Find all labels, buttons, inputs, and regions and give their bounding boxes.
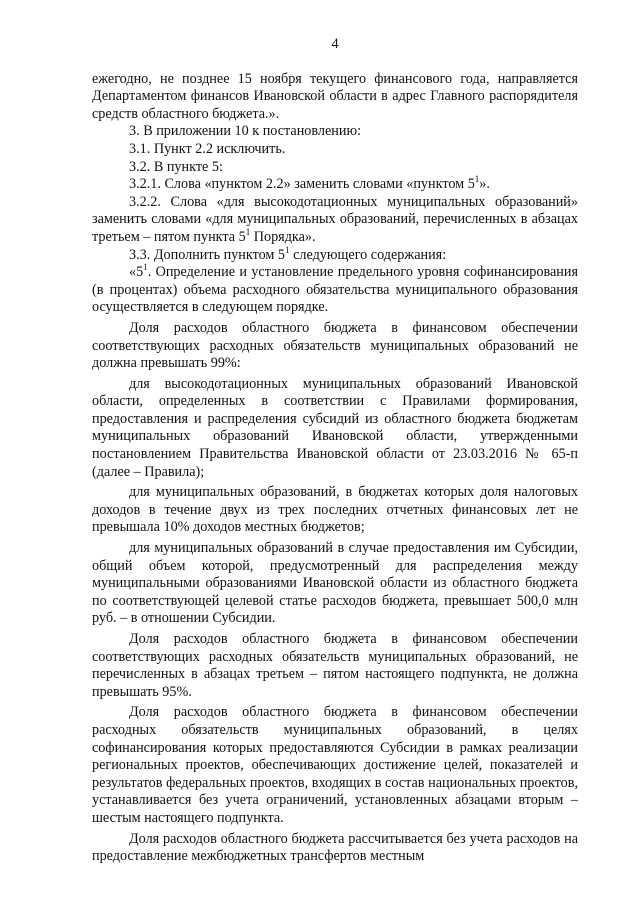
paragraph-share-95: Доля расходов областного бюджета в финансовом обеспечении соответствующих расходных обязательств муниципальных образований, не перечисленных в абзацах третьем – пятом настоящего подпункта, не должна превышать 95%. [92, 631, 578, 700]
paragraph-tax-revenue: для муниципальных образований, в бюджетах которых доля налоговых доходов в течение двух из трех последних отчетных финансовых лет не превышала 10% доходов местных бюджетов; [92, 484, 578, 536]
paragraph-item-3: 3. В приложении 10 к постановлению: [129, 123, 362, 140]
paragraph-item-3-1: 3.1. Пункт 2.2 исключить. [129, 140, 286, 157]
paragraph-subsidy-volume: для муниципальных образований в случае предоставления им Субсидии, общий объем которой, предусмотренный для распределения между муниципальными образованиями Ивановской области из областного бюджета по соответствующей целевой статье расходов бюджета, превышает 500,0 млн руб. – в отношении Субсидии. [92, 540, 578, 627]
paragraph-continuation: ежегодно, не позднее 15 ноября текущего финансового года, направляется Департаментом финансов Ивановской области в адрес Главного распорядителя средств областного бюджета.». [92, 70, 578, 122]
paragraph-item-3-2-2: 3.2.2. Слова «для высокодотационных муниципальных образований» заменить словами «для муниципальных образований, перечисленных в абзацах третьем – пятом пункта $5^1$ Порядка». [92, 193, 578, 245]
paragraph-item-3-2-1: 3.2.1. Слова «пунктом 2.2» заменить словами «пунктом $5^1$». [129, 174, 490, 193]
paragraph-item-3-2: 3.2. В пункте 5: [129, 158, 223, 175]
paragraph-point-5-1: «$5^1$. Определение и установление предельного уровня софинансирования (в процентах) объема расходного обязательства муниципального образования осуществляется в следующем порядке. [92, 262, 578, 316]
paragraph-high-subsidized: для высокодотационных муниципальных образований Ивановской области, определенных в соответствии с Правилами формирования, предоставления и распределения субсидий из областного бюджета бюджетам муниципальных образований Ивановской области, утвержденными постановлением Правительства Ивановской области от 23.03.2016 № 65-п (далее – Правила); [92, 375, 578, 480]
paragraph-calculation: Доля расходов областного бюджета рассчитывается без учета расходов на предоставление межбюджетных трансфертов местным [92, 830, 578, 865]
paragraph-item-3-3: 3.3. Дополнить пунктом $5^1$ следующего содержания: [129, 244, 447, 263]
paragraph-share-99: Доля расходов областного бюджета в финансовом обеспечении соответствующих расходных обязательств муниципальных образований не должна превышать 99%: [92, 319, 578, 372]
page-number: 4 [331, 36, 339, 52]
paragraph-regional-projects: Доля расходов областного бюджета в финансовом обеспечении расходных обязательств муниципальных образований, в целях софинансирования которых предоставляются Субсидии в рамках реализации региональных проектов, обеспечивающих достижение целей, показателей и результатов федеральных проектов, входящих в состав национальных проектов, устанавливается без учета ограничений, установленных абзацами вторым – шестым настоящего подпункта. [92, 704, 578, 826]
